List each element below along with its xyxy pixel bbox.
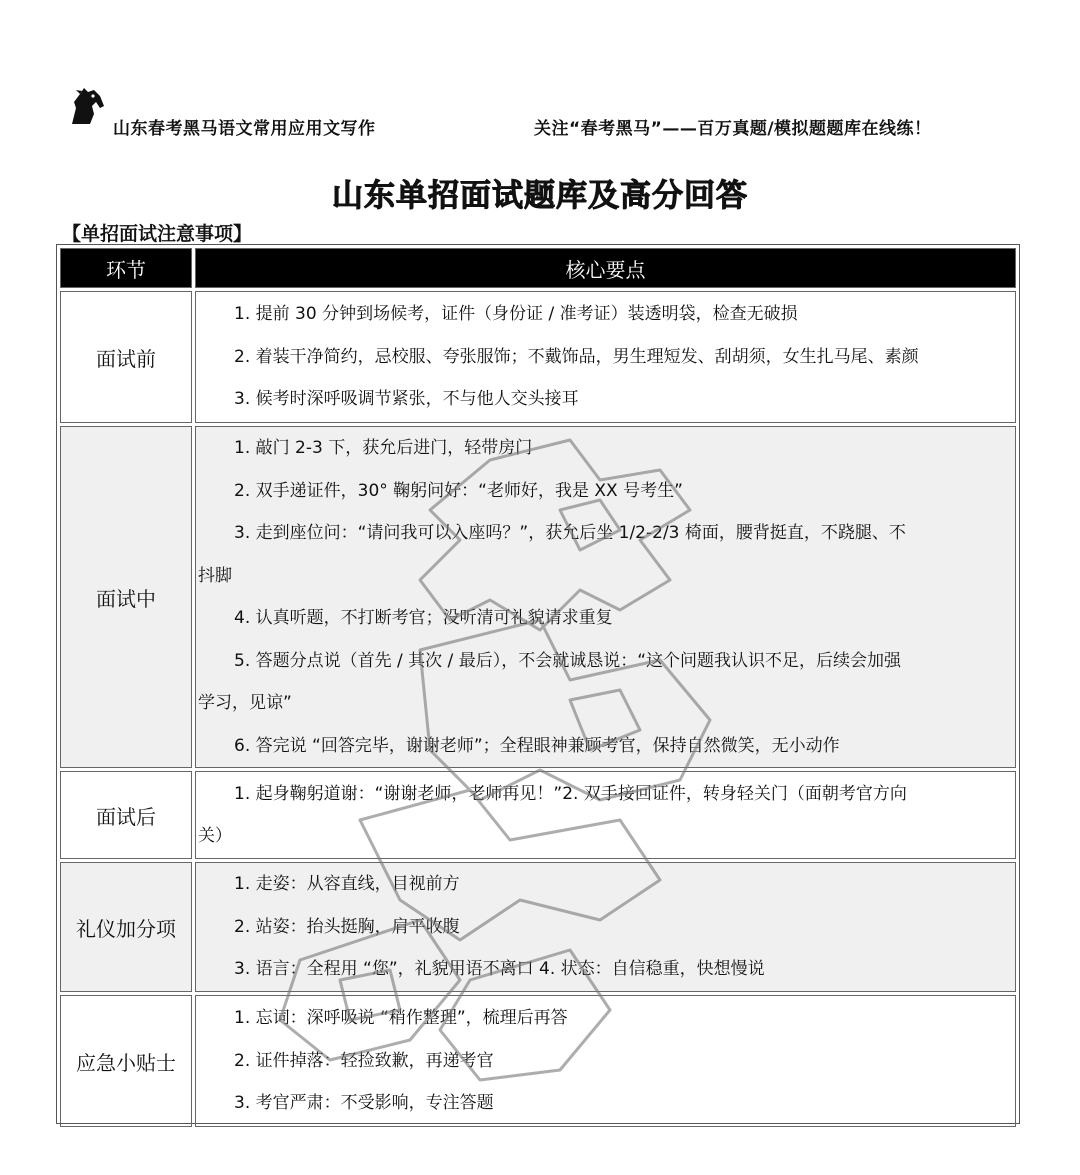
point-line: 1. 起身鞠躬道谢：“谢谢老师，老师再见！”2. 双手接回证件，转身轻关门（面朝考官方向 — [234, 783, 907, 804]
table-row — [60, 995, 1016, 1127]
point-line: 1. 提前 30 分钟到场候考，证件（身份证 / 准考证）装透明袋，检查无破损 — [234, 304, 798, 325]
point-line: 3. 语言：全程用 “您”，礼貌用语不离口 4. 状态：自信稳重，快想慢说 — [234, 959, 765, 980]
table-row — [60, 291, 1016, 423]
point-line: 4. 认真听题，不打断考官；没听清可礼貌请求重复 — [234, 608, 613, 628]
points-cell — [195, 771, 1016, 859]
point-line: 1. 敲门 2-3 下，获允后进门，轻带房门 — [234, 438, 533, 458]
point-line: 2. 证件掉落：轻捡致歉，再递考官 — [234, 1050, 494, 1071]
stage-cell: 面试中 — [60, 426, 192, 768]
point-line-continued: 关） — [198, 826, 232, 846]
stage-cell: 面试前 — [60, 291, 192, 423]
stage-cell: 礼仪加分项 — [60, 862, 192, 992]
notes-table — [56, 244, 1020, 1124]
table-header-row — [60, 248, 1016, 288]
points-cell — [195, 862, 1016, 992]
section-title: 【单招面试注意事项】 — [62, 223, 253, 245]
points-cell — [195, 426, 1016, 768]
point-line: 2. 站姿：抬头挺胸，肩平收腹 — [234, 916, 460, 937]
page-header — [0, 0, 1080, 150]
brand-right-text: 关注“春考黑马”——百万真题/模拟题题库在线练！ — [534, 119, 932, 139]
page-title: 山东单招面试题库及高分回答 — [332, 178, 748, 214]
point-line: 1. 走姿：从容直线，目视前方 — [234, 874, 460, 895]
header-points: 核心要点 — [195, 248, 1016, 288]
point-line: 3. 走到座位问：“请问我可以入座吗？”，获允后坐 1/2-2/3 椅面，腰背挺直，不跷腿、不 — [234, 523, 906, 543]
point-line: 2. 着装干净简约，忌校服、夸张服饰；不戴饰品，男生理短发、刮胡须，女生扎马尾、素颜 — [234, 346, 919, 367]
table-row — [60, 862, 1016, 992]
point-line: 3. 考官严肃：不受影响，专注答题 — [234, 1093, 494, 1114]
points-cell — [195, 995, 1016, 1127]
point-line: 3. 候考时深呼吸调节紧张，不与他人交头接耳 — [234, 389, 579, 410]
point-line: 5. 答题分点说（首先 / 其次 / 最后），不会就诚恳说：“这个问题我认识不足，后续会加强 — [234, 650, 901, 671]
stage-cell: 应急小贴士 — [60, 995, 192, 1127]
table-row — [60, 771, 1016, 859]
point-line-continued: 抖脚 — [198, 565, 232, 586]
point-line-continued: 学习，见谅” — [198, 693, 292, 713]
header-stage: 环节 — [60, 248, 192, 288]
table-row — [60, 426, 1016, 768]
point-line: 2. 双手递证件，30° 鞠躬问好：“老师好，我是 XX 号考生” — [234, 480, 683, 501]
brand-left-text: 山东春考黑马语文常用应用文写作 — [113, 119, 376, 139]
point-line: 6. 答完说 “回答完毕，谢谢老师”；全程眼神兼顾考官，保持自然微笑，无小动作 — [234, 735, 840, 756]
point-line: 1. 忘词：深呼吸说 “稍作整理”，梳理后再答 — [234, 1008, 568, 1029]
points-cell — [195, 291, 1016, 423]
horse-logo-icon — [66, 84, 108, 126]
stage-cell: 面试后 — [60, 771, 192, 859]
